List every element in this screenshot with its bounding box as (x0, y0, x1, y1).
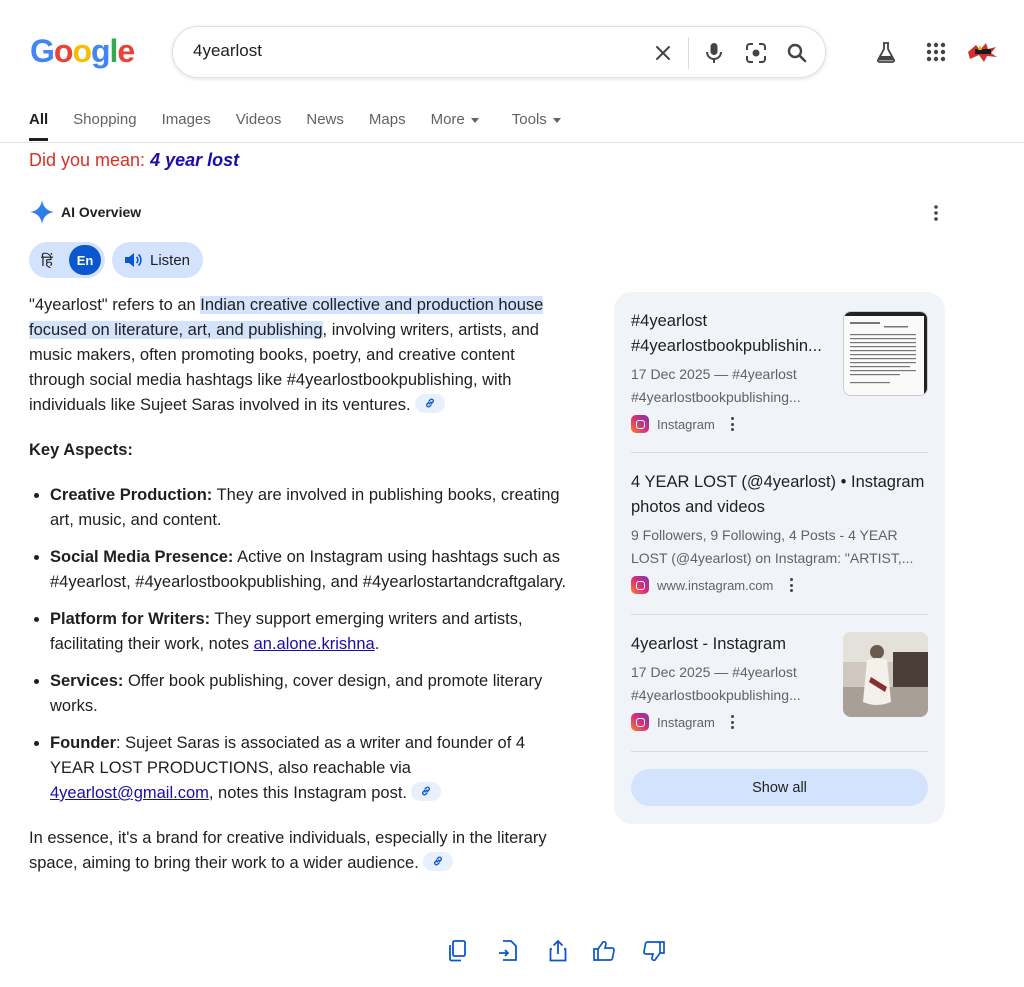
tab-label: More (430, 111, 465, 128)
lens-icon[interactable] (743, 40, 769, 66)
summary-text: In essence, it's a brand for creative individuals, especially in the literary space, aiming to bring their work to a wider audience. (29, 829, 547, 872)
export-doc-icon[interactable] (496, 939, 520, 963)
sources-panel (614, 292, 945, 824)
intro-text: "4yearlost" refers to an (29, 296, 201, 314)
source-divider (631, 452, 928, 453)
tab-label: Images (161, 111, 211, 128)
source-divider (631, 751, 928, 752)
tab-label: Tools (511, 111, 547, 128)
email-link[interactable]: 4yearlost@gmail.com (50, 784, 209, 802)
source-divider (631, 614, 928, 615)
aspect-text: . (374, 635, 380, 653)
source-thumbnail[interactable] (843, 311, 928, 396)
list-item (50, 669, 574, 719)
aspect-text: Offer book publishing, cover design, and promote literary works. (50, 672, 543, 715)
tab-label: Shopping (73, 111, 137, 128)
tab-label: Videos (235, 111, 282, 128)
copy-icon[interactable] (445, 939, 469, 963)
tab-label: News (306, 111, 344, 128)
aspect-text: Active on Instagram using hashtags such as #4yearlost, #4yearlostbookpublishing, and #4yearlostartandcraftgalary. (50, 548, 567, 591)
source-site (631, 415, 831, 433)
source-snippet: 17 Dec 2025 — #4yearlost #4yearlostbookpublishing... (631, 366, 801, 405)
aspect-label: Services: (50, 672, 124, 690)
more-options-icon[interactable] (727, 714, 739, 730)
share-icon[interactable] (546, 939, 570, 963)
aspect-text: : Sujeet Saras is associated as a writer and founder of 4 YEAR LOST PRODUCTIONS, also reachable via (50, 734, 526, 777)
aspect-label: Social Media Presence: (50, 548, 234, 566)
search-icon[interactable] (784, 40, 810, 66)
link-icon (424, 397, 436, 409)
aspect-text: , notes this Instagram post. (208, 784, 407, 802)
source-site-name: Instagram (657, 416, 715, 432)
mic-icon[interactable] (701, 40, 727, 66)
list-item (50, 731, 574, 806)
source-site (631, 713, 831, 731)
tab-videos[interactable] (236, 111, 282, 142)
caret-down-icon (471, 118, 479, 123)
lang-english-option[interactable]: En (69, 245, 101, 275)
source-card[interactable] (631, 632, 831, 731)
list-item (50, 607, 574, 657)
source-link-chip[interactable] (411, 782, 441, 801)
link-icon (432, 855, 444, 867)
search-divider (688, 37, 689, 69)
thumbs-up-icon[interactable] (592, 939, 616, 963)
ai-overview-title: AI Overview (61, 204, 142, 220)
logo-letter: o (72, 33, 91, 69)
aspect-text: They support emerging writers and artists, facilitating their work, notes (50, 610, 523, 653)
close-icon[interactable] (650, 40, 676, 66)
more-options-icon[interactable] (785, 577, 797, 593)
tab-label: Maps (368, 111, 406, 128)
logo-letter: g (90, 33, 110, 69)
tab-news[interactable] (306, 111, 344, 142)
tab-all[interactable] (29, 111, 48, 142)
ai-summary (29, 826, 574, 876)
aspect-label: Platform for Writers: (50, 610, 211, 628)
aspect-label: Founder (50, 734, 116, 752)
aspect-label: Creative Production: (50, 486, 213, 504)
source-site-name: Instagram (657, 714, 715, 730)
instagram-icon (631, 415, 649, 433)
source-thumbnail[interactable] (843, 632, 928, 717)
search-tabs (29, 111, 586, 142)
avatar[interactable] (966, 41, 998, 63)
list-item (50, 545, 574, 595)
did-you-mean-prefix: Did you mean: (29, 150, 151, 170)
flask-icon[interactable] (873, 39, 899, 65)
source-snippet: 9 Followers, 9 Following, 4 Posts - 4 YEAR LOST (@4yearlost) on Instagram: "ARTIST,... (631, 527, 914, 566)
instagram-icon (631, 713, 649, 731)
logo-letter: G (30, 33, 54, 69)
ai-overview-body (29, 293, 574, 876)
more-options-icon[interactable] (727, 416, 739, 432)
google-logo[interactable] (30, 33, 134, 70)
source-title[interactable]: #4yearlost #4yearlostbookpublishin... (631, 312, 822, 355)
logo-letter: o (53, 33, 73, 69)
did-you-mean (29, 150, 239, 171)
logo-letter: e (117, 33, 135, 69)
lang-hindi-option[interactable]: हिं (41, 253, 53, 270)
source-title[interactable]: 4 YEAR LOST (@4yearlost) • Instagram photos and videos (631, 473, 925, 516)
speaker-icon (124, 252, 142, 268)
apps-grid-icon[interactable] (923, 39, 949, 65)
more-options-icon[interactable] (925, 202, 947, 224)
listen-label: Listen (150, 251, 191, 269)
tab-tools[interactable] (512, 111, 561, 142)
photo-thumbnail-icon (843, 632, 928, 717)
listen-button[interactable] (112, 242, 203, 278)
source-card[interactable] (631, 309, 831, 433)
ai-intro (29, 293, 574, 418)
source-author-link[interactable]: an.alone.krishna (253, 635, 375, 653)
logo-letter: l (109, 33, 118, 69)
search-input[interactable] (193, 41, 623, 61)
list-item (50, 483, 574, 533)
did-you-mean-link[interactable]: 4 year lost (150, 150, 240, 170)
intro-highlight: Indian creative collective and production house focused on literature, art, and publishing (29, 296, 544, 339)
source-snippet: 17 Dec 2025 — #4yearlost #4yearlostbookpublishing... (631, 664, 801, 703)
instagram-icon (631, 576, 649, 594)
source-site (631, 576, 928, 594)
aspect-text: They are involved in publishing books, creating art, music, and content. (50, 486, 560, 529)
show-all-button[interactable]: Show all (631, 769, 928, 806)
tab-images[interactable] (162, 111, 211, 142)
source-site-name: www.instagram.com (657, 577, 774, 593)
source-link-chip[interactable] (423, 852, 453, 871)
source-title[interactable]: 4yearlost - Instagram (631, 635, 786, 653)
source-card[interactable] (631, 470, 928, 594)
tabs-divider (0, 142, 1024, 143)
source-link-chip[interactable] (415, 394, 445, 413)
tab-more[interactable] (431, 111, 479, 142)
caret-down-icon (553, 118, 561, 123)
tab-shopping[interactable] (73, 111, 136, 142)
thumbs-down-icon[interactable] (642, 939, 666, 963)
link-icon (420, 785, 432, 797)
ai-spark-icon (29, 199, 55, 225)
aspects-list (29, 483, 574, 806)
search-box (172, 26, 826, 78)
tab-maps[interactable] (369, 111, 406, 142)
intro-text: , involving writers, artists, and music makers, often promoting books, poetry, and creative content through social media hashtags like #4yearlostbookpublishing, with individuals like Sujeet Saras involved in its ventures. (29, 321, 539, 414)
language-toggle (29, 242, 105, 278)
key-aspects-heading: Key Aspects: (29, 441, 133, 459)
tab-label: All (29, 111, 49, 128)
document-thumbnail-icon (844, 312, 928, 396)
